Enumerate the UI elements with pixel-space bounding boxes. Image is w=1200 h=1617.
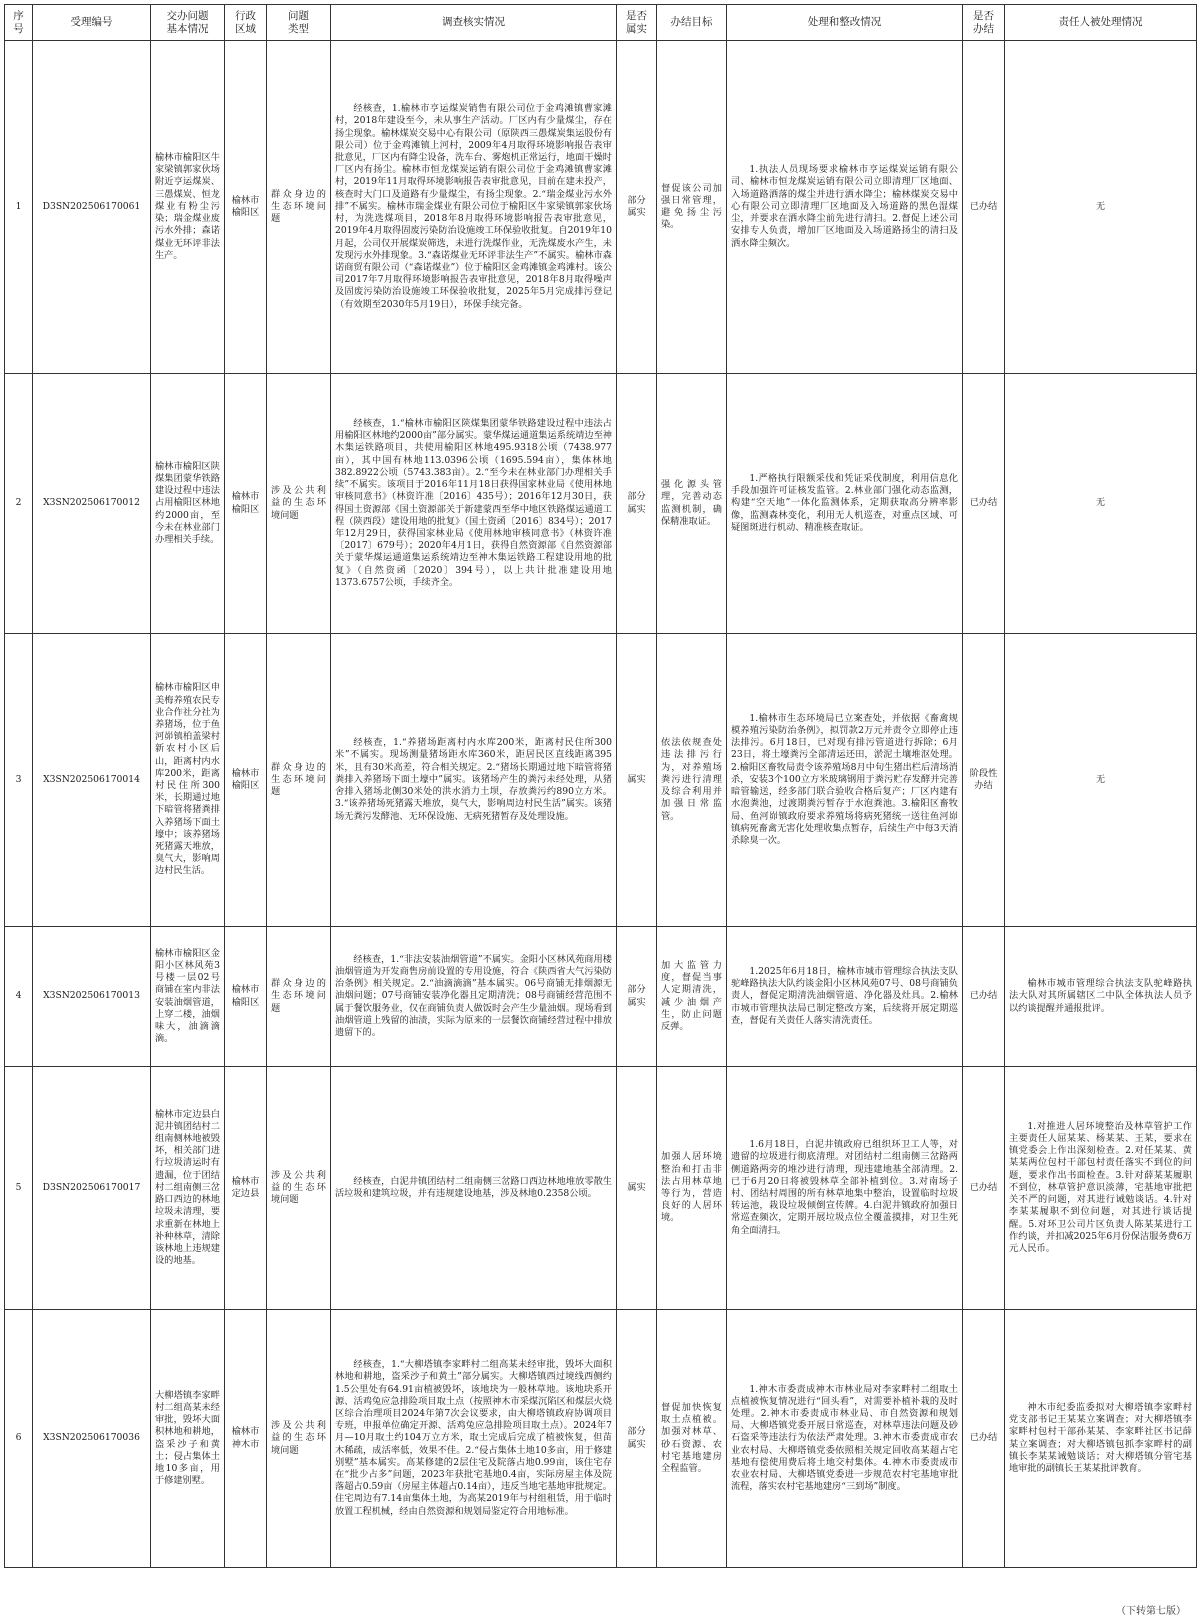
cell-issue: 榆林市榆阳区申美梅养殖农民专业合作社分社为养猪场，位于鱼河峁镇柏盖梁村新农村小区后山，距离村内水库200米，距离村民住所300米，长期通过地下暗管将猪粪排入养猪场下面土壕中；该养猪场死猪露天堆放，臭气大，影响周边村民生活。 [151,634,225,927]
cell-closed: 已办结 [963,1310,1005,1568]
report-table [4,4,1197,1568]
cell-issue: 榆林市榆阳区牛家梁镇郭家伙场附近亨运煤炭、三愚煤炭、恒龙煤业有粉尘污染；瑞金煤业废污水外排；森诺煤业无环评非法生产。 [151,41,225,374]
cell-id: D3SN202506170017 [33,1067,151,1310]
table-row [5,1310,1197,1568]
header-issue: 交办问题 基本情况 [151,5,225,41]
cell-region: 榆林市 定边县 [225,1067,267,1310]
cell-id: X3SN202506170014 [33,634,151,927]
table-row [5,41,1197,374]
cell-handling: 1.执法人员现场要求榆林市亨运煤炭运销有限公司、榆林市恒龙煤炭运销有限公司立即清理厂区地面、入场道路洒落的煤尘并进行洒水降尘；榆林煤炭交易中心有限公司立即清理厂区地面及入场道路的黑色湿煤尘，并要求在洒水降尘前先进行清扫。2.督促上述公司安排专人负责，增加厂区地面及入场道路扬尘的清扫及洒水降尘频次。 [727,41,963,374]
cell-goal: 加强人居环境整治和打击非法占用林草地等行为，营造良好的人居环境。 [657,1067,727,1310]
cell-verified: 部分 属实 [617,41,657,374]
header-investigation: 调查核实情况 [331,5,617,41]
cell-accountability: 榆林市城市管理综合执法支队驼峰路执法大队对其所属辖区二中队全体执法人员予以约谈提醒并通报批评。 [1005,927,1197,1067]
cell-closed: 已办结 [963,1067,1005,1310]
cell-goal: 加大监管力度，督促当事人定期清洗，减少油烟产生，防止问题反弹。 [657,927,727,1067]
cell-verified: 部分 属实 [617,1310,657,1568]
cell-verified: 部分 属实 [617,927,657,1067]
table-row [5,374,1197,634]
cell-investigation: 经核查，1.“大柳塔镇李家畔村二组高某未经审批，毁坏大面积林地和耕地，盗采沙子和黄土”部分属实。大柳塔镇西过境线西侧约1.5公里处有64.91亩植被毁坏，该地块为一般林草地。该地块系开源、活鸡兔应急排险项目取土点（按照神木市采煤沉陷区和煤层火烧区综合治理项目2024年第7次会议要求，由大柳塔镇政府协调项目专班，申报单位确定开源、活鸡兔应急排险项目取土点）。2024年7月—10月取土约104万立方米，取土完成后完成了植被恢复，但苗木稀疏，成活率低，效果不佳。2.“侵占集体土地10多亩，用于修建别墅”基本属实。高某修建的2层住宅及院落占地0.99亩，该住宅存在“批少占多”问题，2023年获批宅基地0.4亩，实际房屋主体及院落超占0.59亩（房屋主体超占0.14亩），违反当地宅基地审批规定。住宅周边有7.14亩集体土地，为高某2019年与村组租赁，用于临时放置工程机械，经由自然资源和规划局鉴定符合用地标准。 [331,1310,617,1568]
header-id: 受理编号 [33,5,151,41]
cell-id: X3SN202506170013 [33,927,151,1067]
cell-no: 1 [5,41,33,374]
cell-investigation: 经核查，白泥井镇团结村二组南侧三岔路口西边林地堆放零散生活垃圾和建筑垃圾，并有违规建设地基，涉及林地0.2358公顷。 [331,1067,617,1310]
cell-no: 4 [5,927,33,1067]
cell-issue: 榆林市榆阳区陕煤集团蒙华铁路建设过程中违法占用榆阳区林地约2000亩，至今未在林业部门办理相关手续。 [151,374,225,634]
header-region: 行政 区域 [225,5,267,41]
cell-verified: 属实 [617,634,657,927]
cell-type: 涉及公共利益的生态环境问题 [267,1067,331,1310]
cell-region: 榆林市 榆阳区 [225,634,267,927]
cell-no: 2 [5,374,33,634]
cell-no: 6 [5,1310,33,1568]
cell-accountability: 无 [1005,374,1197,634]
header-accountability: 责任人被处理情况 [1005,5,1197,41]
cell-goal: 督促该公司加强日常管理，避免扬尘污染。 [657,41,727,374]
cell-goal: 督促加快恢复取土点植被。加强对林草、砂石资源、农村宅基地建房全程监管。 [657,1310,727,1568]
cell-type: 涉及公共利益的生态环境问题 [267,1310,331,1568]
header-verified: 是否 属实 [617,5,657,41]
cell-id: X3SN202506170012 [33,374,151,634]
header-row [5,5,1197,41]
cell-region: 榆林市 榆阳区 [225,927,267,1067]
cell-id: D3SN202506170061 [33,41,151,374]
cell-id: X3SN202506170036 [33,1310,151,1568]
cell-region: 榆林市 榆阳区 [225,374,267,634]
header-goal: 办结目标 [657,5,727,41]
cell-handling: 1.严格执行限额采伐和凭证采伐制度，利用信息化手段加强许可证核发监管。2.林业部门强化动态监测，构建“空天地”一体化监测体系，定期获取高分辨率影像，监测森林变化，利用无人机巡查，对重点区域、可疑图斑进行机动、精准核查取证。 [727,374,963,634]
cell-closed: 已办结 [963,927,1005,1067]
cell-no: 3 [5,634,33,927]
cell-closed: 已办结 [963,374,1005,634]
cell-verified: 属实 [617,1067,657,1310]
cell-type: 群众身边的生态环境问题 [267,41,331,374]
cell-region: 榆林市 神木市 [225,1310,267,1568]
cell-issue: 大柳塔镇李家畔村二组高某未经审批，毁坏大面积林地和耕地，盗采沙子和黄土；侵占集体土地10多亩，用于修建别墅。 [151,1310,225,1568]
cell-accountability: 神木市纪委监委拟对大柳塔镇李家畔村党支部书记王某某立案调查；对大柳塔镇李家畔村包村干部孙某某、李家畔社区书记薛某立案调查；对大柳塔镇包抓李家畔村的副镇长李某某诫勉谈话；对大柳塔镇分管宅基地审批的副镇长王某某批评教育。 [1005,1310,1197,1568]
cell-accountability: 无 [1005,634,1197,927]
cell-region: 榆林市 榆阳区 [225,41,267,374]
header-type: 问题 类型 [267,5,331,41]
report-table-container [4,4,1196,1568]
table-row [5,1067,1197,1310]
cell-issue: 榆林市定边县白泥井镇团结村二组南侧林地被毁坏，相关部门进行垃圾清运时有遗漏，位于团结村二组南侧三岔路口西边的林地垃圾未清理，要求重新在林地上补种林草，清除该林地上违规建设的地基。 [151,1067,225,1310]
cell-investigation: 经核查，1.榆林市亨运煤炭销售有限公司位于金鸡滩镇曹家滩村，2018年建设至今，未从事生产活动。厂区内有少量煤尘，存在扬尘现象。榆林煤炭交易中心有限公司（原陕西三愚煤炭集运股份有限公司）位于金鸡滩镇上河村，2009年4月取得环境影响报告表审批意见，厂区内有降尘设备，洗车台、雾炮机正常运行，地面干燥时厂区内有扬尘。榆林市恒龙煤炭运销有限公司位于金鸡滩镇曹家滩村，2019年11月取得环境影响报告表审批意见，目前在建未投产，核查时大门口及道路有少量煤尘，有扬尘现象。2.“瑞金煤业污水外排”不属实。榆林市瑞金煤业有限公司位于榆阳区牛家梁镇郭家伙场村，为洗选煤项目，2018年8月取得环境影响报告表审批意见，2019年4月取得固废污染防治设施竣工环保验收批复。自2019年10月起，公司仅开展煤炭筛选，未进行洗煤作业，无洗煤废水产生，未发现污水外排现象。3.“森诺煤业无环评非法生产”不属实。榆林市森诺商贸有限公司（“森诺煤业”）位于榆阳区金鸡滩镇金鸡滩村。该公司2017年7月取得环境影响报告表审批意见，2018年8月取得噪声及固废污染防治设施竣工环保验收批复，2025年5月完成排污登记（有效期至2030年5月19日），环保手续完备。 [331,41,617,374]
cell-closed: 已办结 [963,41,1005,374]
cell-accountability: 1.对推进人居环境整治及林草管护工作主要责任人屈某某、杨某某、王某，要求在镇党委会上作出深刻检查。2.对任某某、黄某某两位包村干部包村责任落实不到位的问题，要求作出书面检查。3.针对薛某某履职不到位，林草管护意识淡薄，宅基地审批把关不严的问题，对其进行诫勉谈话。4.针对李某某履职不到位问题，对其进行谈话提醒。5.对环卫公司片区负责人陈某某进行工作约谈，并扣减2025年6月份保洁服务费6万元人民币。 [1005,1067,1197,1310]
table-row [5,634,1197,927]
cell-handling: 1.2025年6月18日，榆林市城市管理综合执法支队驼峰路执法大队约谈金阳小区林风苑07号、08号商铺负责人，督促定期清洗油烟管道、净化器及灶具。2.榆林市城市管理执法局已制定整改方案，后续将开展定期巡查，督促有关责任人落实清洗责任。 [727,927,963,1067]
header-handling: 处理和整改情况 [727,5,963,41]
cell-investigation: 经核查，1.“养猪场距离村内水库200米，距离村民住所300米”不属实。现场测量猪场距水库360米，距居民区直线距离395米，且有30米高差，符合相关规定。2.“猪场长期通过地下暗管将猪粪排入养猪场下面土壕中”属实。该猪场产生的粪污未经处理，从猪舍排入猪场北侧30米处的洪水消力土坝，存放粪污约890立方米。3.“该养猪场死猪露天堆放，臭气大，影响周边村民生活”属实。该猪场无粪污发酵池、无环保设施、无病死猪暂存及处理设施。 [331,634,617,927]
cell-closed: 阶段性 办结 [963,634,1005,927]
cell-type: 涉及公共利益的生态环境问题 [267,374,331,634]
cell-investigation: 经核查，1.“非法安装油烟管道”不属实。金阳小区林风苑商用楼油烟管道为开发商售房前设置的专用设施，符合《陕西省大气污染防治条例》相关规定。2.“油滴滴滴”基本属实。06号商铺无排烟源无油烟问题；07号商铺安装净化器且定期清洗；08号商铺经营范围不属于餐饮服务业，仅在商铺负责人做饭时会产生少量油烟。现场看到油烟管道上残留的油渍，实际为原来的一层餐饮商铺经营过程中排放遗留下的。 [331,927,617,1067]
continued-note: （下转第七版） [1116,1606,1186,1617]
table-row [5,927,1197,1067]
cell-handling: 1.6月18日，白泥井镇政府已组织环卫工人等，对遗留的垃圾进行彻底清理。对团结村二组南侧三岔路两侧道路两旁的堆沙进行清理，现违建地基全部清理。2.已于6月20日将被毁林草全部补植到位。3.对南场子村、团结村周围的所有林草地集中整治，设置临时垃圾转运池，栽设垃圾倾倒宣传牌。4.白泥井镇政府加强日常巡查频次，定期开展垃圾点位全覆盖摸排，对卫生死角全面清扫。 [727,1067,963,1310]
cell-issue: 榆林市榆阳区金阳小区林风苑3号楼一层02号商铺在室内非法安装油烟管道，上穿二楼，油烟味大，油滴滴滴。 [151,927,225,1067]
cell-goal: 强化源头管理，完善动态监测机制，确保精准取证。 [657,374,727,634]
cell-accountability: 无 [1005,41,1197,374]
cell-handling: 1.神木市委责成神木市林业局对李家畔村二组取土点植被恢复情况进行“回头看”，对需要补植补栽的及时处理。2.神木市委责成市林业局、市自然资源和规划局、大柳塔镇党委开展日常巡查，对林草违法问题及砂石盗采等违法行为依法严肃处理。3.神木市委责成市农业农村局、大柳塔镇党委依照相关规定回收高某超占宅基地有偿使用费后将土地交村集体。4.神木市委责成市农业农村局、大柳塔镇党委进一步规范农村宅基地审批流程，落实农村宅基地建房“三到场”制度。 [727,1310,963,1568]
cell-goal: 依法依规查处违法排污行为，对养殖场粪污进行清理及综合利用并加强日常监管。 [657,634,727,927]
cell-type: 群众身边的生态环境问题 [267,634,331,927]
cell-no: 5 [5,1067,33,1310]
header-no: 序号 [5,5,33,41]
cell-type: 群众身边的生态环境问题 [267,927,331,1067]
cell-verified: 部分 属实 [617,374,657,634]
cell-investigation: 经核查，1.“榆林市榆阳区陕煤集团蒙华铁路建设过程中违法占用榆阳区林地约2000亩”部分属实。蒙华煤运通道集运系统靖边至神木集运铁路项目，共使用榆阳区林地495.9318公顷（7438.977亩），其中国有林地113.0396公顷（1695.594亩），集体林地382.8922公顷（5743.383亩）。2.“至今未在林业部门办理相关手续”不属实。该项目于2016年11月18日获得国家林业局《使用林地审核同意书》（林资许准〔2016〕435号）；2016年12月30日，获得国土资源部《国土资源部关于新建蒙西至华中地区铁路煤运通道工程（陕西段）建设用地的批复》（国土资函〔2016〕834号）；2017年12月29日，获得国家林业局《使用林地审核同意书》（林资许准〔2017〕679号）；2020年4月1日，获得自然资源部《自然资源部关于蒙华煤运通道集运系统靖边至神木集运铁路工程建设用地的批复》（自然资函〔2020〕394号），以上共计批准建设用地1373.6757公顷，手续齐全。 [331,374,617,634]
cell-handling: 1.榆林市生态环境局已立案查处，并依据《畜禽规模养殖污染防治条例》，拟罚款2万元并责令立即停止违法排污。6月18日，已对现有排污管道进行拆除；6月23日，将土壕粪污全部清运还田，淤泥土壤堆沤处理。2.榆阳区畜牧局责令该养殖场8月中旬生猪出栏后清场消杀，安装3个100立方米玻璃钢用于粪污贮存发酵并完善暗管输送，经多部门联合验收合格后复产；厂区内建有水泡粪池，过渡期粪污暂存于水泡粪池。3.榆阳区畜牧局、鱼河峁镇政府要求养殖场将病死猪统一送往鱼河峁镇病死畜禽无害化处理收集点暂存，后续生产中每3天消杀除臭一次。 [727,634,963,927]
header-closed: 是否 办结 [963,5,1005,41]
